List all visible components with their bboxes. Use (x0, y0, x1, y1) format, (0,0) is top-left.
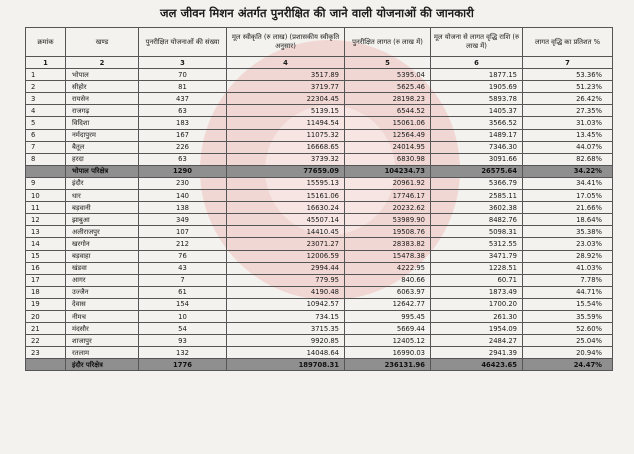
cell-increase-percent: 13.45% (523, 129, 613, 141)
cell-scheme-count: 10 (139, 310, 227, 322)
cell-serial: 12 (26, 214, 66, 226)
cell-increase-percent: 23.03% (523, 238, 613, 250)
cell-cost-increase: 1954.09 (431, 323, 523, 335)
table-total-row (26, 165, 613, 177)
cell-division: सीहोर (66, 81, 139, 93)
cell-original-sanction: 14048.64 (227, 347, 345, 359)
cell-original-sanction: 4190.48 (227, 286, 345, 298)
cell-scheme-count: 437 (139, 93, 227, 105)
cell-scheme-count: 1776 (139, 359, 227, 371)
cell-serial: 14 (26, 238, 66, 250)
cell-serial: 15 (26, 250, 66, 262)
table-row (26, 93, 613, 105)
cell-cost-increase: 1228.51 (431, 262, 523, 274)
cell-revised-cost: 12405.12 (345, 335, 431, 347)
cell-scheme-count: 226 (139, 141, 227, 153)
cell-scheme-count: 43 (139, 262, 227, 274)
cell-original-sanction: 15595.13 (227, 177, 345, 189)
cell-serial: 10 (26, 190, 66, 202)
cell-increase-percent: 34.41% (523, 177, 613, 189)
cell-division: उज्जैन (66, 286, 139, 298)
cell-original-sanction: 2994.44 (227, 262, 345, 274)
cell-original-sanction: 16630.24 (227, 202, 345, 214)
cell-division: विदिशा (66, 117, 139, 129)
cell-division: शाजापुर (66, 335, 139, 347)
cell-division: इंदौर (66, 177, 139, 189)
cell-revised-cost: 17746.17 (345, 190, 431, 202)
col-header-division: खण्ड (66, 28, 139, 57)
table-row (26, 129, 613, 141)
table-row (26, 190, 613, 202)
cell-original-sanction: 11494.54 (227, 117, 345, 129)
cell-cost-increase: 1905.69 (431, 81, 523, 93)
cell-cost-increase: 3602.38 (431, 202, 523, 214)
cell-scheme-count: 212 (139, 238, 227, 250)
cell-division: बड़वाहा (66, 250, 139, 262)
cell-increase-percent: 24.47% (523, 359, 613, 371)
cell-revised-cost: 20232.62 (345, 202, 431, 214)
cell-scheme-count: 349 (139, 214, 227, 226)
cell-original-sanction: 11075.32 (227, 129, 345, 141)
cell-division: बैतूल (66, 141, 139, 153)
cell-serial: 22 (26, 335, 66, 347)
cell-scheme-count: 167 (139, 129, 227, 141)
cell-original-sanction: 779.95 (227, 274, 345, 286)
cell-division: नीमच (66, 310, 139, 322)
cell-serial: 17 (26, 274, 66, 286)
cell-serial: 19 (26, 298, 66, 310)
cell-scheme-count: 63 (139, 105, 227, 117)
cell-serial: 5 (26, 117, 66, 129)
cell-increase-percent: 28.92% (523, 250, 613, 262)
cell-revised-cost: 104234.73 (345, 165, 431, 177)
cell-division: रायसेन (66, 93, 139, 105)
cell-revised-cost: 20961.92 (345, 177, 431, 189)
cell-division: राजगढ़ (66, 105, 139, 117)
cell-scheme-count: 230 (139, 177, 227, 189)
cell-increase-percent: 44.71% (523, 286, 613, 298)
cell-scheme-count: 154 (139, 298, 227, 310)
cell-scheme-count: 1290 (139, 165, 227, 177)
cell-original-sanction: 189708.31 (227, 359, 345, 371)
cell-increase-percent: 53.36% (523, 69, 613, 81)
cell-original-sanction: 16668.65 (227, 141, 345, 153)
table-row (26, 298, 613, 310)
cell-scheme-count: 140 (139, 190, 227, 202)
cell-original-sanction: 3719.77 (227, 81, 345, 93)
cell-increase-percent: 41.03% (523, 262, 613, 274)
table-row (26, 250, 613, 262)
cell-increase-percent: 35.38% (523, 226, 613, 238)
cell-increase-percent: 17.05% (523, 190, 613, 202)
cell-division: खरगोन (66, 238, 139, 250)
cell-original-sanction: 3517.89 (227, 69, 345, 81)
cell-revised-cost: 16990.03 (345, 347, 431, 359)
col-header-scheme-count: पुनरीक्षित योजनाओं की संख्या (139, 28, 227, 57)
cell-cost-increase: 5366.79 (431, 177, 523, 189)
cell-cost-increase: 1873.49 (431, 286, 523, 298)
cell-revised-cost: 5625.46 (345, 81, 431, 93)
cell-cost-increase: 1700.20 (431, 298, 523, 310)
col-index: 4 (227, 57, 345, 69)
table-row (26, 69, 613, 81)
table-row (26, 335, 613, 347)
cell-cost-increase: 2941.39 (431, 347, 523, 359)
cell-serial (26, 165, 66, 177)
cell-cost-increase: 3091.66 (431, 153, 523, 165)
cell-revised-cost: 6830.98 (345, 153, 431, 165)
cell-cost-increase: 60.71 (431, 274, 523, 286)
cell-increase-percent: 21.66% (523, 202, 613, 214)
cell-division: मंदसौर (66, 323, 139, 335)
cell-serial: 9 (26, 177, 66, 189)
cell-increase-percent: 25.04% (523, 335, 613, 347)
cell-division: नर्मदापुरम (66, 129, 139, 141)
cell-serial (26, 359, 66, 371)
cell-original-sanction: 14410.45 (227, 226, 345, 238)
cell-original-sanction: 9920.85 (227, 335, 345, 347)
cell-division: अलीराजपुर (66, 226, 139, 238)
cell-revised-cost: 840.66 (345, 274, 431, 286)
cell-revised-cost: 28383.82 (345, 238, 431, 250)
cell-increase-percent: 44.07% (523, 141, 613, 153)
table-row (26, 262, 613, 274)
cell-cost-increase: 1405.37 (431, 105, 523, 117)
cell-original-sanction: 12006.59 (227, 250, 345, 262)
cell-cost-increase: 5893.78 (431, 93, 523, 105)
cell-original-sanction: 45507.14 (227, 214, 345, 226)
cell-scheme-count: 107 (139, 226, 227, 238)
table-row (26, 286, 613, 298)
cell-division: भोपाल (66, 69, 139, 81)
cell-increase-percent: 26.42% (523, 93, 613, 105)
cell-serial: 7 (26, 141, 66, 153)
cell-increase-percent: 82.68% (523, 153, 613, 165)
table-row (26, 214, 613, 226)
cell-serial: 8 (26, 153, 66, 165)
cell-cost-increase: 46423.65 (431, 359, 523, 371)
cell-serial: 1 (26, 69, 66, 81)
cell-revised-cost: 5395.04 (345, 69, 431, 81)
cell-increase-percent: 52.60% (523, 323, 613, 335)
cell-original-sanction: 15161.06 (227, 190, 345, 202)
cell-cost-increase: 5312.55 (431, 238, 523, 250)
cell-original-sanction: 77659.09 (227, 165, 345, 177)
cell-revised-cost: 995.45 (345, 310, 431, 322)
cell-increase-percent: 15.54% (523, 298, 613, 310)
cell-cost-increase: 261.30 (431, 310, 523, 322)
schemes-table (25, 27, 613, 371)
cell-cost-increase: 8482.76 (431, 214, 523, 226)
cell-cost-increase: 2484.27 (431, 335, 523, 347)
cell-increase-percent: 51.23% (523, 81, 613, 93)
cell-original-sanction: 22304.45 (227, 93, 345, 105)
cell-cost-increase: 3566.52 (431, 117, 523, 129)
table-row (26, 347, 613, 359)
col-index: 2 (66, 57, 139, 69)
table-row (26, 177, 613, 189)
table-body (26, 69, 613, 371)
cell-cost-increase: 26575.64 (431, 165, 523, 177)
cell-cost-increase: 2585.11 (431, 190, 523, 202)
cell-scheme-count: 132 (139, 347, 227, 359)
column-index-row (26, 57, 613, 69)
col-header-original-sanction: मूल स्वीकृति (रु लाख) (प्रशासकीय स्वीकृति अनुसार) (227, 28, 345, 57)
cell-division: देवास (66, 298, 139, 310)
cell-increase-percent: 31.03% (523, 117, 613, 129)
col-index: 7 (523, 57, 613, 69)
table-row (26, 117, 613, 129)
cell-serial: 6 (26, 129, 66, 141)
cell-scheme-count: 81 (139, 81, 227, 93)
col-index: 5 (345, 57, 431, 69)
cell-division: बड़वानी (66, 202, 139, 214)
cell-scheme-count: 76 (139, 250, 227, 262)
header-row (26, 28, 613, 57)
cell-serial: 20 (26, 310, 66, 322)
table-row (26, 105, 613, 117)
col-index: 3 (139, 57, 227, 69)
table-row (26, 226, 613, 238)
cell-scheme-count: 183 (139, 117, 227, 129)
cell-scheme-count: 7 (139, 274, 227, 286)
cell-original-sanction: 3739.32 (227, 153, 345, 165)
cell-increase-percent: 27.35% (523, 105, 613, 117)
table-row (26, 153, 613, 165)
cell-scheme-count: 63 (139, 153, 227, 165)
cell-serial: 21 (26, 323, 66, 335)
cell-division: भोपाल परिक्षेत्र (66, 165, 139, 177)
cell-division: झाबुआ (66, 214, 139, 226)
cell-scheme-count: 54 (139, 323, 227, 335)
cell-cost-increase: 7346.30 (431, 141, 523, 153)
col-index: 6 (431, 57, 523, 69)
cell-increase-percent: 18.64% (523, 214, 613, 226)
cell-increase-percent: 35.59% (523, 310, 613, 322)
cell-original-sanction: 734.15 (227, 310, 345, 322)
cell-revised-cost: 6544.52 (345, 105, 431, 117)
cell-division: इंदौर परिक्षेत्र (66, 359, 139, 371)
cell-revised-cost: 19508.76 (345, 226, 431, 238)
cell-division: हरदा (66, 153, 139, 165)
cell-serial: 18 (26, 286, 66, 298)
cell-division: रतलाम (66, 347, 139, 359)
table-row (26, 202, 613, 214)
cell-cost-increase: 1877.15 (431, 69, 523, 81)
cell-original-sanction: 3715.35 (227, 323, 345, 335)
cell-original-sanction: 10942.57 (227, 298, 345, 310)
col-header-cost-increase: मूल योजना से लागत वृद्धि राशि (रु लाख में) (431, 28, 523, 57)
cell-scheme-count: 70 (139, 69, 227, 81)
cell-cost-increase: 5098.31 (431, 226, 523, 238)
cell-serial: 23 (26, 347, 66, 359)
cell-division: आगर (66, 274, 139, 286)
cell-revised-cost: 4222.95 (345, 262, 431, 274)
cell-revised-cost: 12642.77 (345, 298, 431, 310)
col-header-serial: क्रमांक (26, 28, 66, 57)
col-index: 1 (26, 57, 66, 69)
cell-serial: 4 (26, 105, 66, 117)
table-row (26, 274, 613, 286)
cell-revised-cost: 6063.97 (345, 286, 431, 298)
cell-revised-cost: 28198.23 (345, 93, 431, 105)
cell-cost-increase: 3471.79 (431, 250, 523, 262)
cell-serial: 11 (26, 202, 66, 214)
cell-revised-cost: 15061.06 (345, 117, 431, 129)
cell-serial: 3 (26, 93, 66, 105)
col-header-increase-percent: लागत वृद्धि का प्रतिशत % (523, 28, 613, 57)
cell-serial: 2 (26, 81, 66, 93)
cell-revised-cost: 15478.38 (345, 250, 431, 262)
cell-revised-cost: 12564.49 (345, 129, 431, 141)
cell-scheme-count: 61 (139, 286, 227, 298)
cell-revised-cost: 236131.96 (345, 359, 431, 371)
table-row (26, 310, 613, 322)
cell-division: धार (66, 190, 139, 202)
cell-original-sanction: 5139.15 (227, 105, 345, 117)
table-row (26, 238, 613, 250)
cell-cost-increase: 1489.17 (431, 129, 523, 141)
cell-scheme-count: 93 (139, 335, 227, 347)
document-title: जल जीवन मिशन अंतर्गत पुनरीक्षित की जाने वाली योजनाओं की जानकारी (160, 6, 474, 20)
table-row (26, 323, 613, 335)
cell-division: खंडवा (66, 262, 139, 274)
cell-revised-cost: 53989.90 (345, 214, 431, 226)
table-total-row (26, 359, 613, 371)
table-row (26, 81, 613, 93)
cell-increase-percent: 20.94% (523, 347, 613, 359)
cell-revised-cost: 5669.44 (345, 323, 431, 335)
col-header-revised-cost: पुनरीक्षित लागत (रु लाख में) (345, 28, 431, 57)
cell-revised-cost: 24014.95 (345, 141, 431, 153)
cell-original-sanction: 23071.27 (227, 238, 345, 250)
cell-increase-percent: 7.78% (523, 274, 613, 286)
cell-serial: 13 (26, 226, 66, 238)
cell-scheme-count: 138 (139, 202, 227, 214)
cell-serial: 16 (26, 262, 66, 274)
table-row (26, 141, 613, 153)
cell-increase-percent: 34.22% (523, 165, 613, 177)
